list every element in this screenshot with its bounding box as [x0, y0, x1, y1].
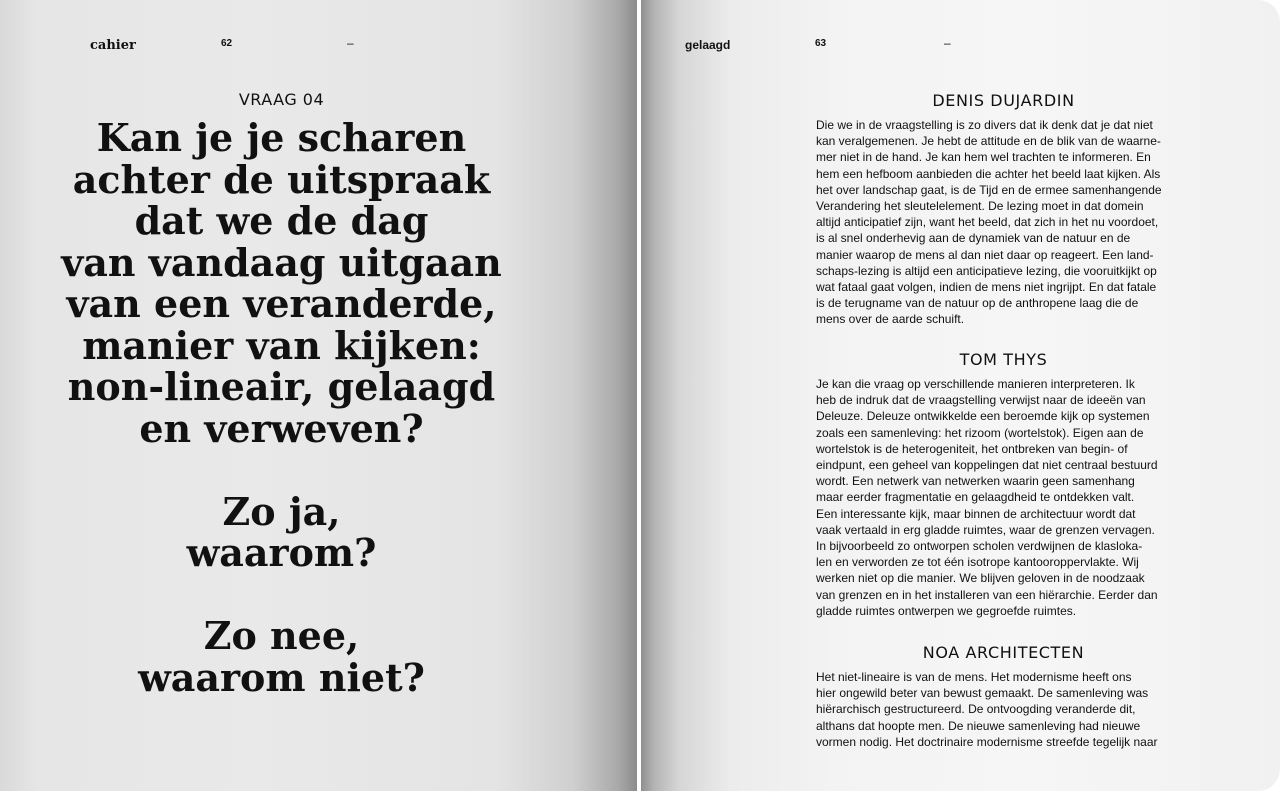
article-author: TOM THYS	[959, 350, 1048, 369]
question-line: van vandaag uitgaan	[61, 239, 502, 285]
article-author: DENIS DUJARDIN	[932, 91, 1075, 110]
question-line: van een veranderde,	[66, 281, 497, 326]
question-line: en verweven?	[139, 405, 424, 451]
header-dash: –	[347, 36, 354, 50]
question-line: Kan je je scharen	[96, 115, 467, 160]
question-line: achter de uitspraak	[72, 156, 491, 202]
right-page	[641, 0, 1280, 791]
header-dash: –	[944, 36, 951, 50]
article-noa	[816, 643, 1191, 750]
question-line: manier van kijken:	[82, 322, 481, 368]
article-text: Het niet-lineaire is van de mens. Het modernisme heeft ons hier ongewild beter van bewust gemaakt. De samenleving was hiërarchisch gestructureerd. De ontvoogding veranderde dit, althans dat hoopte men. De nieuwe samenleving had nieuwe vormen nodig. Het doctrinaire modernisme streefde tegelijk naar	[816, 670, 1158, 749]
page-number: 62	[221, 38, 233, 49]
question-paragraph	[0, 117, 563, 449]
question-line: Zo nee,	[203, 613, 360, 658]
question-paragraph	[0, 488, 563, 575]
article-dujardin	[816, 91, 1191, 328]
question-line: non-lineair, gelaagd	[67, 364, 496, 409]
article-text: Je kan die vraag op verschillende manieren interpreteren. Ik heb de indruk dat de vraagstelling verwijst naar de ideeën van Deleuze. Deleuze ontwikkelde een beroemde kijk op systemen zoals een samenleving: het rizoom (wortelstok). Eigen aan de wortelstok is de heterogeniteit, het ontbreken van begin- of eindpunt, een geheel van koppelingen dat niet centraal bestuurd wordt. Een netwerk van netwerken waarin geen samenhang maar eerder fragmentatie en gelaagdheid te ontdekken valt. Een interessante kijk, maar binnen de architectuur wordt dat vaak vertaald in erg gladde ruimtes, waar de grenzen vervagen. In bijvoorbeeld zo ontworpen scholen verdwijnen de klasloka- len en verworden ze tot één isotrope kantooroppervlakte. Wij werken niet op die manier. We blijven geloven in de noodzaak van grenzen en in het installeren van een hiërarchie. Eerder dan gladde ruimtes ontwerpen we gegroefde ruimtes.	[816, 377, 1158, 618]
question-label: VRAAG 04	[238, 90, 325, 109]
section-title: cahier	[90, 38, 136, 53]
question-line: Zo ja,	[222, 488, 341, 534]
article-thys	[816, 350, 1191, 619]
question-line: waarom niet?	[138, 654, 425, 700]
left-page	[0, 0, 637, 791]
page-number: 63	[815, 38, 827, 49]
question-text	[0, 117, 563, 698]
question-line: dat we de dag	[134, 198, 429, 243]
question-paragraph	[0, 615, 563, 698]
question-line: waarom?	[186, 530, 377, 575]
article-text: Die we in de vraagstelling is zo divers dat ik denk dat je dat niet kan veralgemenen. Je hebt de attitude en de blik van de waarne- mer niet in de hand. Je kan hem wel trachten te informeren. En hem een hefboom aanbieden die achter het beeld laat kijken. Als het over landschap gaat, is de Tijd en de ermee samenhangende Verandering het sleutelelement. De lezing moet in dat domein altijd anticipatief zijn, want het beeld, dat zich in het nu voordoet, is al snel onderhevig aan de dynamiek van de natuur en de manier waarop de mens al dan niet daar op reageert. Een land- schaps-lezing is altijd een anticipatieve lezing, die vooruitkijkt op wat fataal gaat volgen, indien de mens niet ingrijpt. En dat fatale is de terugname van de natuur op de anthropene laag die de mens over de aarde schuift.	[816, 118, 1162, 327]
article-author: NOA ARCHITECTEN	[922, 643, 1085, 662]
section-title: gelaagd	[685, 38, 731, 52]
